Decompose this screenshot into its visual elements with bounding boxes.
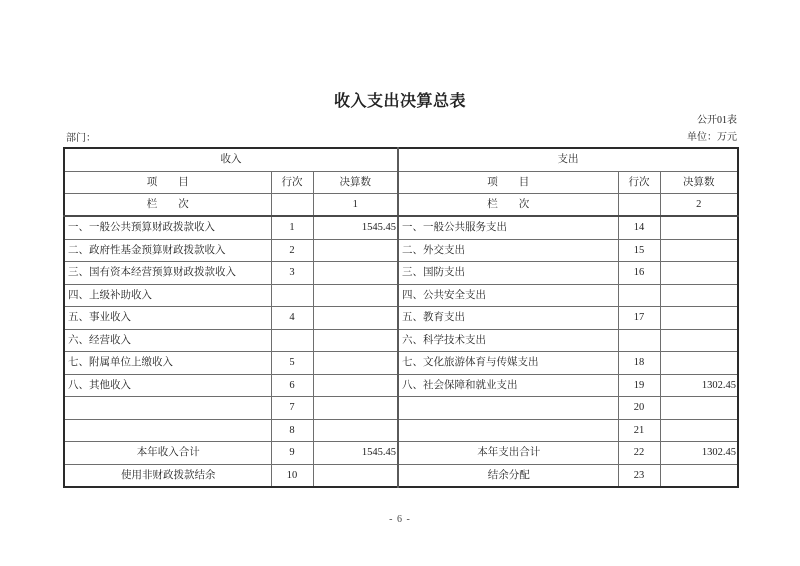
section-header-row bbox=[64, 148, 738, 172]
expense-total-amount-cell: 1302.45 bbox=[660, 442, 738, 465]
income-amount-cell bbox=[313, 307, 398, 330]
expense-item-cell: 八、社会保障和就业支出 bbox=[398, 374, 618, 397]
table-row bbox=[64, 216, 738, 239]
income-total-amount-cell: 1545.45 bbox=[313, 442, 398, 465]
page-title: 收入支出决算总表 bbox=[333, 93, 466, 110]
table-row bbox=[64, 397, 738, 420]
income-line-cell: 5 bbox=[271, 352, 313, 375]
income-amount-cell bbox=[313, 239, 398, 262]
table-row bbox=[64, 284, 738, 307]
income-line-col-header: 行次 bbox=[271, 172, 313, 194]
expense-line-cell bbox=[618, 284, 660, 307]
department-label: 部门： bbox=[66, 133, 96, 144]
table-row bbox=[64, 464, 738, 487]
expense-amount-cell bbox=[660, 464, 738, 487]
expense-line-cell: 17 bbox=[618, 307, 660, 330]
income-item-cell: 使用非财政拨款结余 bbox=[64, 464, 271, 487]
income-line-cell: 2 bbox=[271, 239, 313, 262]
income-line-cell: 10 bbox=[271, 464, 313, 487]
expense-line-cell: 15 bbox=[618, 239, 660, 262]
income-item-cell: 三、国有资本经营预算财政拨款收入 bbox=[64, 262, 271, 285]
expense-amount-cell bbox=[660, 262, 738, 285]
income-amount-cell bbox=[313, 397, 398, 420]
income-line-cell: 7 bbox=[271, 397, 313, 420]
income-section-header: 收入 bbox=[64, 148, 398, 172]
income-line-cell: 6 bbox=[271, 374, 313, 397]
income-item-col-header: 项 目 bbox=[64, 172, 271, 194]
income-amount-cell bbox=[313, 419, 398, 442]
table-row bbox=[64, 352, 738, 375]
totals-row bbox=[64, 442, 738, 465]
income-item-cell bbox=[64, 397, 271, 420]
expense-item-cell: 结余分配 bbox=[398, 464, 618, 487]
income-line-cell bbox=[271, 284, 313, 307]
expense-line-cell: 16 bbox=[618, 262, 660, 285]
page-number: - 6 - bbox=[389, 514, 411, 525]
unit-label: 单位：万元 bbox=[687, 132, 737, 143]
expense-line-cell bbox=[618, 329, 660, 352]
empty-cell bbox=[618, 194, 660, 217]
income-item-cell: 一、一般公共预算财政拨款收入 bbox=[64, 216, 271, 239]
expense-line-cell: 21 bbox=[618, 419, 660, 442]
income-amount-cell bbox=[313, 464, 398, 487]
expense-item-cell: 三、国防支出 bbox=[398, 262, 618, 285]
income-amount-col-header: 决算数 bbox=[313, 172, 398, 194]
income-amount-cell bbox=[313, 329, 398, 352]
expense-amount-cell: 1302.45 bbox=[660, 374, 738, 397]
expense-line-cell: 19 bbox=[618, 374, 660, 397]
table-row bbox=[64, 307, 738, 330]
income-line-cell: 4 bbox=[271, 307, 313, 330]
expense-col-index: 2 bbox=[660, 194, 738, 217]
expense-line-cell: 14 bbox=[618, 216, 660, 239]
column-index-row bbox=[64, 194, 738, 217]
income-item-cell: 五、事业收入 bbox=[64, 307, 271, 330]
expense-item-cell: 一、一般公共服务支出 bbox=[398, 216, 618, 239]
expense-total-label-cell: 本年支出合计 bbox=[398, 442, 618, 465]
table-row bbox=[64, 419, 738, 442]
expense-amount-cell bbox=[660, 419, 738, 442]
expense-line-col-header: 行次 bbox=[618, 172, 660, 194]
expense-section-header: 支出 bbox=[398, 148, 738, 172]
empty-cell bbox=[271, 194, 313, 217]
expense-item-col-header: 项 目 bbox=[398, 172, 618, 194]
income-line-cell bbox=[271, 329, 313, 352]
income-amount-cell: 1545.45 bbox=[313, 216, 398, 239]
table-row bbox=[64, 262, 738, 285]
expense-amount-cell bbox=[660, 397, 738, 420]
income-amount-cell bbox=[313, 374, 398, 397]
expense-item-cell bbox=[398, 397, 618, 420]
expense-amount-cell bbox=[660, 239, 738, 262]
expense-amount-cell bbox=[660, 284, 738, 307]
income-line-cell: 8 bbox=[271, 419, 313, 442]
income-item-cell: 八、其他收入 bbox=[64, 374, 271, 397]
expense-amount-cell bbox=[660, 352, 738, 375]
income-col-index: 1 bbox=[313, 194, 398, 217]
expense-item-cell: 五、教育支出 bbox=[398, 307, 618, 330]
income-item-cell: 七、附属单位上缴收入 bbox=[64, 352, 271, 375]
expense-line-cell: 18 bbox=[618, 352, 660, 375]
income-item-cell: 六、经营收入 bbox=[64, 329, 271, 352]
income-line-cell: 1 bbox=[271, 216, 313, 239]
table-row bbox=[64, 239, 738, 262]
income-amount-cell bbox=[313, 262, 398, 285]
income-item-cell: 二、政府性基金预算财政拨款收入 bbox=[64, 239, 271, 262]
expense-amount-cell bbox=[660, 329, 738, 352]
income-amount-cell bbox=[313, 284, 398, 307]
expense-item-cell: 二、外交支出 bbox=[398, 239, 618, 262]
expense-amount-col-header: 决算数 bbox=[660, 172, 738, 194]
table-code-label: 公开01表 bbox=[697, 115, 737, 126]
table-row bbox=[64, 329, 738, 352]
income-col-index-label: 栏 次 bbox=[64, 194, 271, 217]
column-header-row bbox=[64, 172, 738, 194]
income-amount-cell bbox=[313, 352, 398, 375]
income-item-cell: 四、上级补助收入 bbox=[64, 284, 271, 307]
income-item-cell bbox=[64, 419, 271, 442]
income-expense-table bbox=[63, 147, 739, 488]
expense-line-cell: 22 bbox=[618, 442, 660, 465]
expense-item-cell bbox=[398, 419, 618, 442]
income-line-cell: 9 bbox=[271, 442, 313, 465]
expense-item-cell: 四、公共安全支出 bbox=[398, 284, 618, 307]
expense-item-cell: 七、文化旅游体育与传媒支出 bbox=[398, 352, 618, 375]
income-line-cell: 3 bbox=[271, 262, 313, 285]
expense-line-cell: 20 bbox=[618, 397, 660, 420]
expense-col-index-label: 栏 次 bbox=[398, 194, 618, 217]
expense-amount-cell bbox=[660, 216, 738, 239]
income-total-label-cell: 本年收入合计 bbox=[64, 442, 271, 465]
expense-amount-cell bbox=[660, 307, 738, 330]
table-row bbox=[64, 374, 738, 397]
expense-item-cell: 六、科学技术支出 bbox=[398, 329, 618, 352]
expense-line-cell: 23 bbox=[618, 464, 660, 487]
